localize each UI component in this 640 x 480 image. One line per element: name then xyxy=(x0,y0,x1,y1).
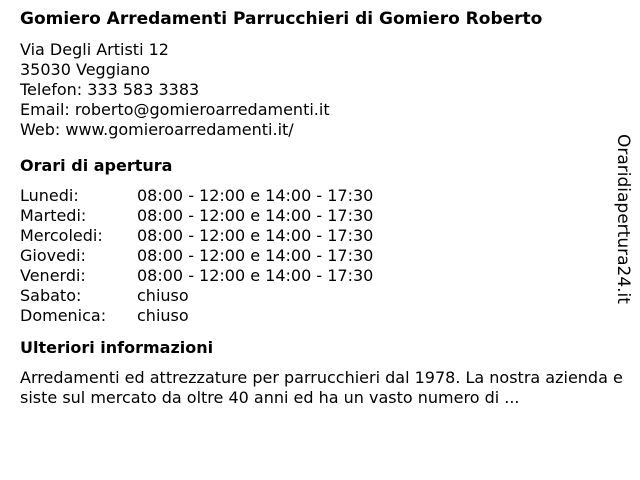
hours-row-thursday xyxy=(20,246,610,266)
day-label: Mercoledi: xyxy=(20,226,103,245)
opening-hours-table xyxy=(20,186,610,326)
time-value: 08:00 - 12:00 e 14:00 - 17:30 xyxy=(137,266,374,285)
day-label: Sabato: xyxy=(20,286,82,305)
hours-row-saturday xyxy=(20,286,610,306)
hours-row-monday xyxy=(20,186,610,206)
phone-text: Telefon: 333 583 3383 xyxy=(20,80,200,99)
address-city: 35030 Veggiano xyxy=(20,60,151,79)
day-label: Giovedi: xyxy=(20,246,86,265)
more-info-text: Arredamenti ed attrezzature per parrucchieri dal 1978. La nostra azienda esiste sul mercato da oltre 40 anni ed ha un vasto numero di ... xyxy=(20,368,623,407)
time-value: chiuso xyxy=(137,286,189,305)
time-value: 08:00 - 12:00 e 14:00 - 17:30 xyxy=(137,226,374,245)
hours-row-sunday xyxy=(20,306,610,326)
hours-row-wednesday xyxy=(20,226,610,246)
opening-hours-heading: Orari di apertura xyxy=(20,156,173,175)
day-label: Venerdi: xyxy=(20,266,86,285)
site-watermark-label: Oraridiapertura24.it xyxy=(613,134,633,304)
time-value: 08:00 - 12:00 e 14:00 - 17:30 xyxy=(137,246,374,265)
business-name: Gomiero Arredamenti Parrucchieri di Gomiero Roberto xyxy=(20,9,543,29)
day-label: Lunedi: xyxy=(20,186,79,205)
web-text: Web: www.gomieroarredamenti.it/ xyxy=(20,120,294,139)
day-label: Martedi: xyxy=(20,206,87,225)
more-info-heading: Ulteriori informazioni xyxy=(20,338,214,357)
day-label: Domenica: xyxy=(20,306,107,325)
email-text: Email: roberto@gomieroarredamenti.it xyxy=(20,100,330,119)
time-value: chiuso xyxy=(137,306,189,325)
contact-block xyxy=(20,40,610,140)
address-street: Via Degli Artisti 12 xyxy=(20,40,169,59)
hours-row-friday xyxy=(20,266,610,286)
time-value: 08:00 - 12:00 e 14:00 - 17:30 xyxy=(137,206,374,225)
time-value: 08:00 - 12:00 e 14:00 - 17:30 xyxy=(137,186,374,205)
hours-row-tuesday xyxy=(20,206,610,226)
